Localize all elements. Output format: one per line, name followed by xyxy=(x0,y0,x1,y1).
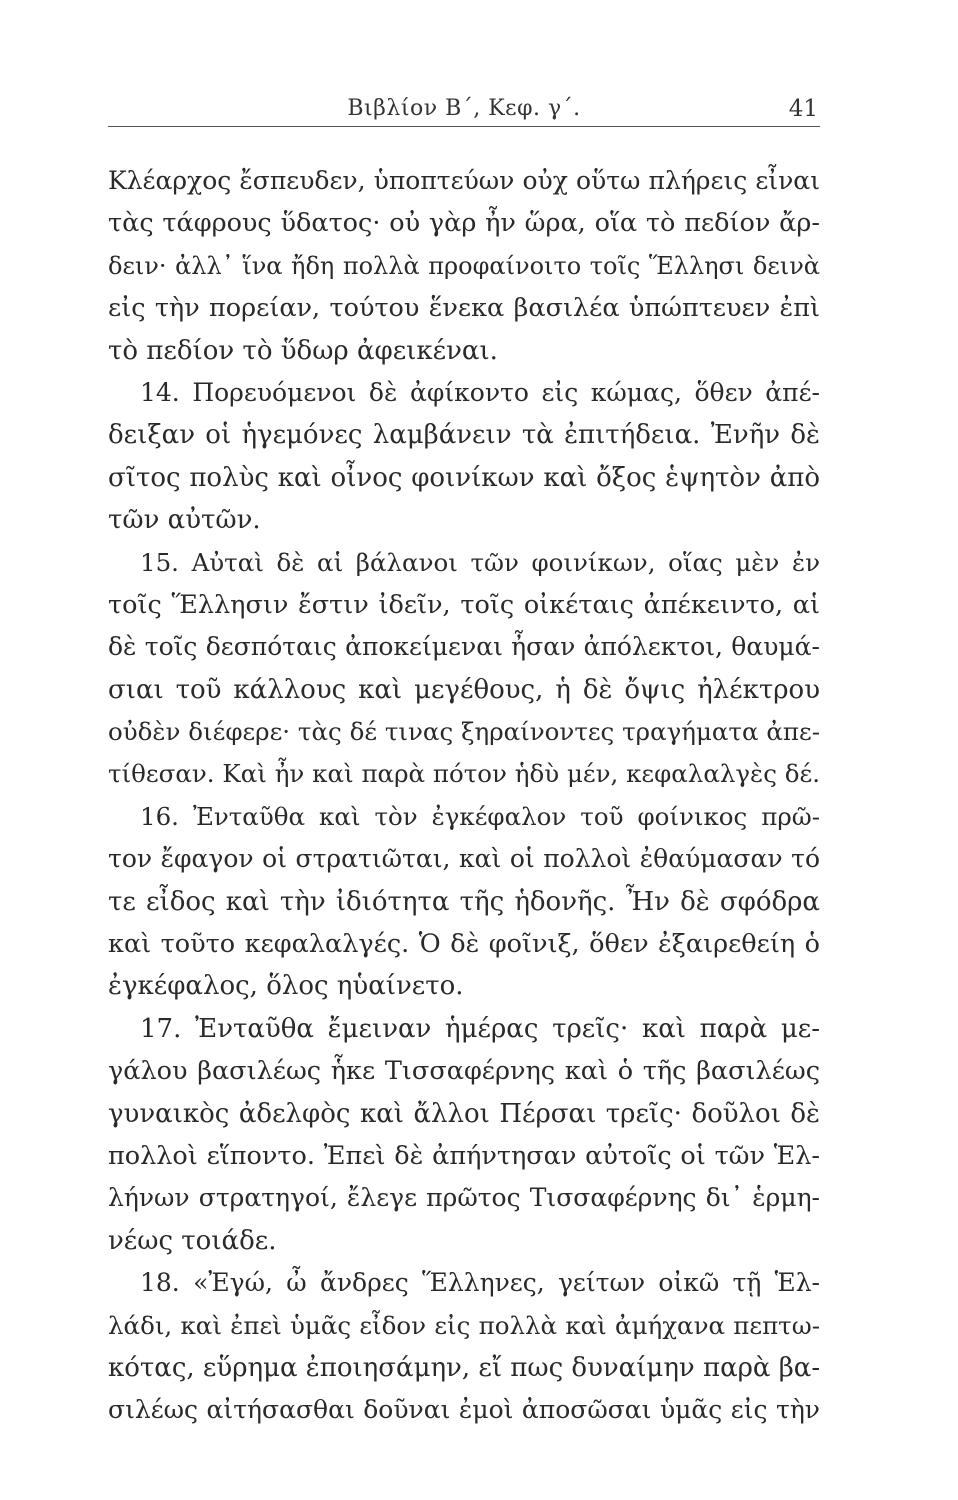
text-line: κότας, εὕρημα ἐποιησάμην, εἴ πως δυναίμην παρὰ βα- xyxy=(108,1352,821,1383)
running-header xyxy=(108,96,820,127)
text-line: τοῖς Ἕλλησιν ἔστιν ἰδεῖν, τοῖς οἰκέταις ἀπέκειντο, αἱ xyxy=(108,589,820,620)
text-line: σιλέως αἰτήσασθαι δοῦναι ἐμοὶ ἀποσῶσαι ὑμᾶς εἰς τὴν xyxy=(108,1395,820,1425)
text-line: σῖτος πολὺς καὶ οἶνος φοινίκων καὶ ὄξος ἑψητὸν ἀπὸ xyxy=(108,462,820,493)
text-line: γάλου βασιλέως ἧκε Τισσαφέρνης καὶ ὁ τῆς βασιλέως xyxy=(108,1056,820,1087)
paragraph-15-start: 15. Αὐταὶ δὲ αἱ βάλανοι τῶν φοινίκων, οἵας μὲν ἐν xyxy=(140,547,820,577)
text-line: Κλέαρχος ἔσπευδεν, ὑποπτεύων οὐχ οὕτω πλήρεις εἶναι xyxy=(108,166,820,195)
running-title: Βιβλίον Β΄, Κεφ. γ΄. xyxy=(347,96,581,121)
text-line: τε εἶδος καὶ τὴν ἰδιότητα τῆς ἡδονῆς. Ἦν δὲ σφόδρα xyxy=(108,886,820,917)
text-line: τὰς τάφρους ὕδατος· οὐ γὰρ ἦν ὥρα, οἵα τὸ πεδίον ἄρ- xyxy=(108,208,820,239)
text-line: λάδι, καὶ ἐπεὶ ὑμᾶς εἶδον εἰς πολλὰ καὶ ἀμήχανα πεπτω- xyxy=(108,1310,820,1340)
body-text xyxy=(108,160,820,1432)
text-line: σιαι τοῦ κάλλους καὶ μεγέθους, ἡ δὲ ὄψις ἠλέκτρου xyxy=(108,674,820,705)
text-line: λήνων στρατηγοί, ἔλεγε πρῶτος Τισσαφέρνης δι᾿ ἑρμη- xyxy=(108,1183,820,1213)
text-line: τὸ πεδίον τὸ ὕδωρ ἀφεικέναι. xyxy=(108,335,498,366)
paragraph-14-start: 14. Πορευόμενοι δὲ ἀφίκοντο εἰς κώμας, ὅθεν ἀπέ- xyxy=(140,377,820,407)
text-line: τίθεσαν. Καὶ ἦν καὶ παρὰ πότον ἡδὺ μέν, κεφαλαλγὲς δέ. xyxy=(108,759,820,789)
page-number: 41 xyxy=(788,96,818,122)
text-line: οὐδὲν διέφερε· τὰς δέ τινας ξηραίνοντες τραγήματα ἀπε- xyxy=(108,717,820,747)
text-line: εἰς τὴν πορείαν, τούτου ἕνεκα βασιλέα ὑπώπτευεν ἐπὶ xyxy=(108,293,820,324)
text-line: δειξαν οἱ ἡγεμόνες λαμβάνειν τὰ ἐπιτήδεια. Ἐνῆν δὲ xyxy=(108,420,820,451)
text-line: τον ἔφαγον οἱ στρατιῶται, καὶ οἱ πολλοὶ ἐθαύμασαν τό xyxy=(108,844,820,874)
text-line: πολλοὶ εἵποντο. Ἐπεὶ δὲ ἀπήντησαν αὐτοῖς οἱ τῶν Ἑλ- xyxy=(108,1140,820,1171)
text-line: ἐγκέφαλος, ὅλος ηὑαίνετο. xyxy=(108,971,464,1002)
paragraph-18-start: 18. «Ἐγώ, ὦ ἄνδρες Ἕλληνες, γείτων οἰκῶ τῇ Ἑλ- xyxy=(140,1268,820,1298)
text-line: τῶν αὐτῶν. xyxy=(108,505,261,536)
text-line: γυναικὸς ἀδελφὸς καὶ ἄλλοι Πέρσαι τρεῖς· δοῦλοι δὲ xyxy=(108,1098,820,1129)
text-line: καὶ τοῦτο κεφαλαλγές. Ὁ δὲ φοῖνιξ, ὅθεν ἐξαιρεθείη ὁ xyxy=(108,929,820,960)
paragraph-17-start: 17. Ἐνταῦθα ἔμειναν ἡμέρας τρεῖς· καὶ παρὰ με- xyxy=(140,1013,820,1044)
paragraph-16-start: 16. Ἐνταῦθα καὶ τὸν ἐγκέφαλον τοῦ φοίνικος πρῶ- xyxy=(140,801,820,831)
text-line: νέως τοιάδε. xyxy=(108,1225,277,1256)
text-line: δειν· ἀλλ᾿ ἵνα ἤδη πολλὰ προφαίνοιτο τοῖς Ἕλλησι δεινὰ xyxy=(108,251,820,280)
text-line: δὲ τοῖς δεσπόταις ἀποκείμεναι ἦσαν ἀπόλεκτοι, θαυμά- xyxy=(108,632,820,662)
